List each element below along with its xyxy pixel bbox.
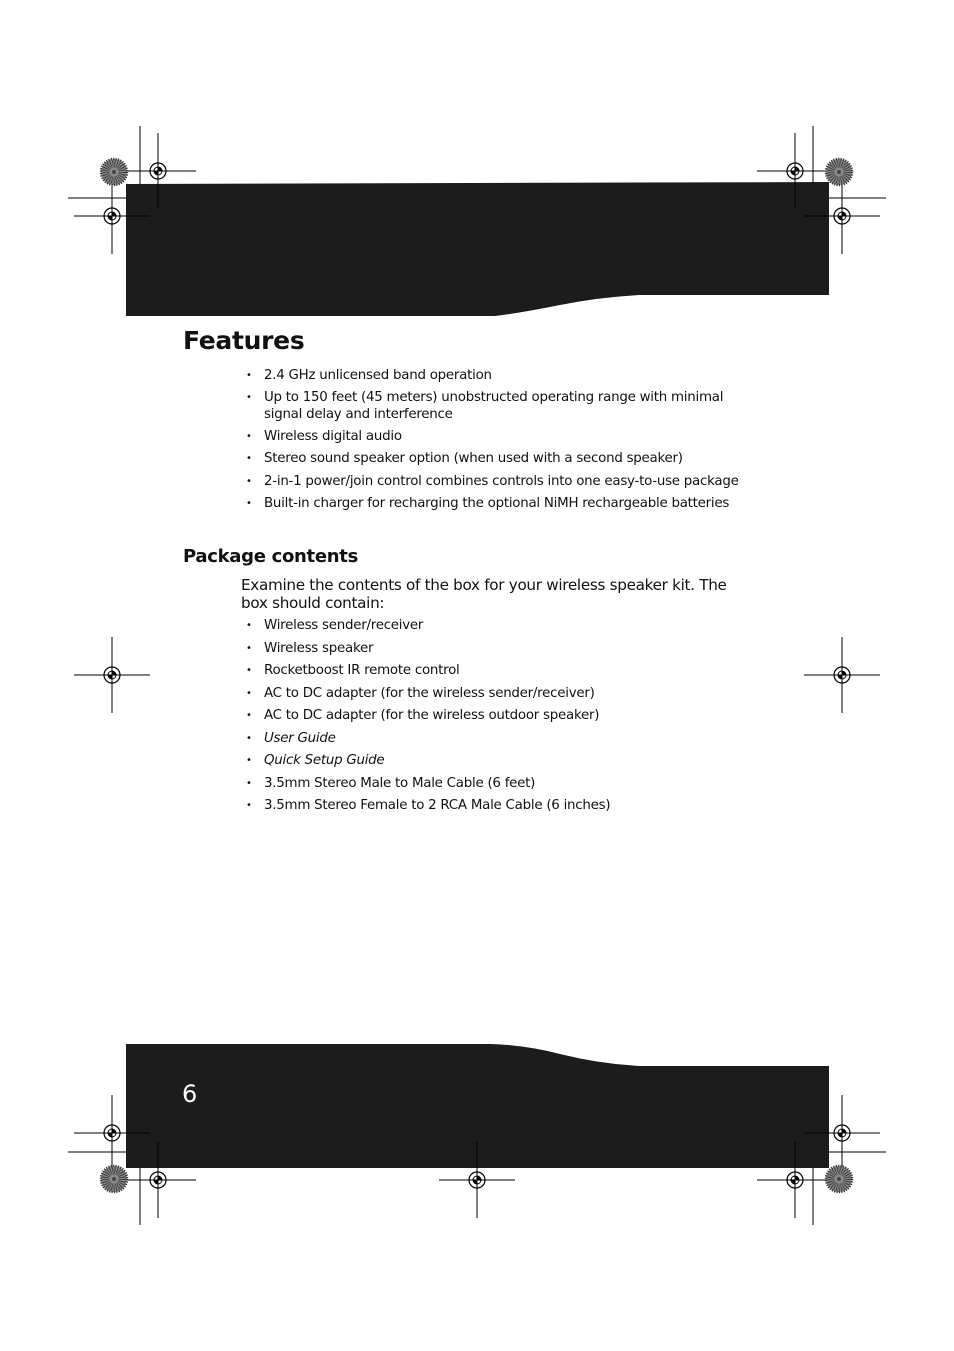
list-item: • Up to 150 feet (45 meters) unobstructed operating range with minimal signal delay and interference	[246, 390, 749, 423]
list-item: • 3.5mm Stereo Female to 2 RCA Male Cable (6 inches)	[246, 798, 749, 815]
list-item: • 2-in-1 power/join control combines controls into one easy-to-use package	[246, 474, 749, 491]
package-intro: Examine the contents of the box for your wireless speaker kit. The box should contain:	[241, 576, 727, 612]
list-item: • Wireless speaker	[246, 641, 749, 658]
list-item: • AC to DC adapter (for the wireless sender/receiver)	[246, 686, 749, 703]
list-item: • Stereo sound speaker option (when used with a second speaker)	[246, 451, 749, 468]
list-item: • AC to DC adapter (for the wireless outdoor speaker)	[246, 708, 749, 725]
page-title: Features	[183, 326, 305, 355]
features-list	[246, 368, 749, 518]
page-number: 6	[182, 1080, 198, 1108]
list-item: • Rocketboost IR remote control	[246, 663, 749, 680]
package-list	[246, 618, 749, 821]
list-item: • Built-in charger for recharging the optional NiMH rechargeable batteries	[246, 496, 749, 513]
list-item: • 3.5mm Stereo Male to Male Cable (6 feet)	[246, 776, 749, 793]
list-item	[246, 753, 749, 770]
top-banner	[126, 182, 829, 316]
section-heading: Package contents	[183, 546, 358, 567]
list-item-text: Quick Setup Guide	[264, 753, 385, 768]
list-item: • Wireless digital audio	[246, 429, 749, 446]
list-item-text: User Guide	[264, 730, 336, 746]
list-item	[246, 731, 749, 748]
list-item: • 2.4 GHz unlicensed band operation	[246, 368, 749, 385]
list-item: • Wireless sender/receiver	[246, 618, 749, 635]
